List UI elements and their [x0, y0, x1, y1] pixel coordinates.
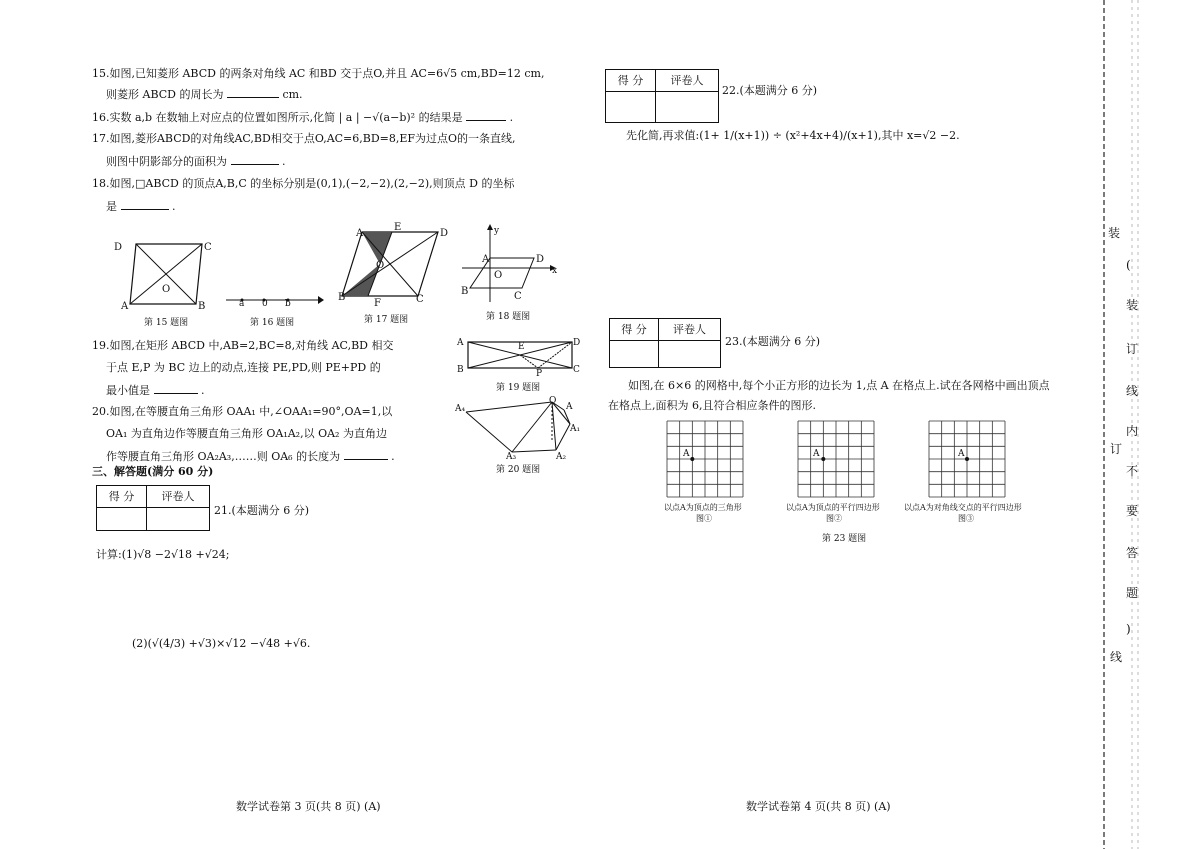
q20-line3: 作等腰直角三角形 OA₂A₃,……则 OA₆ 的长度为 . — [106, 450, 395, 463]
binding-char: 内 — [1126, 424, 1139, 438]
q20-line1: 20.如图,在等腰直角三角形 OAA₁ 中,∠OAA₁=90°,OA=1,以 — [92, 405, 393, 418]
q22-expression: (1+ 1/(x+1)) ÷ (x²+4x+4)/(x+1) — [699, 129, 878, 142]
fig19-label-d: D — [573, 338, 581, 348]
binding-char: 答 — [1126, 546, 1139, 560]
binding-margin — [1098, 0, 1200, 849]
binding-char: 题 — [1126, 586, 1139, 600]
fig16-label-zero: 0 — [262, 299, 268, 309]
q23-title: 23.(本题满分 6 分) — [725, 335, 821, 348]
binding-dashed-lines — [1098, 0, 1200, 849]
fig20-label-a: A — [566, 402, 573, 412]
score-table-q22 — [605, 69, 719, 123]
score-header: 得 分 — [97, 486, 147, 508]
q15-line1: 15.如图,已知菱形 ABCD 的两条对角线 AC 和BD 交于点O,并且 AC=6√5 cm,BD=12 cm, — [92, 67, 545, 80]
q20-line2: OA₁ 为直角边作等腰直角三角形 OA₁A₂,以 OA₂ 为直角边 — [106, 427, 387, 440]
answer-blank[interactable] — [344, 448, 388, 460]
fig19-caption: 第 19 题图 — [496, 383, 541, 393]
binding-char: 装 — [1108, 226, 1121, 240]
q23-grid-2[interactable] — [797, 420, 875, 498]
q23-line2: 在格点上,面积为 6,且符合相应条件的图形. — [608, 399, 816, 412]
fig19-label-e: E — [518, 342, 525, 352]
q15-line2: 则菱形 ABCD 的周长为 cm. — [106, 88, 303, 101]
q19-line3: 最小值是 . — [106, 384, 205, 397]
q17-line2: 则图中阴影部分的面积为 . — [106, 155, 286, 168]
fig17-label-b: B — [338, 292, 346, 303]
grid3-caption: 以点A为对角线交点的平行四边形 — [904, 503, 1022, 512]
fig17-label-f: F — [374, 298, 381, 309]
score-table-q23 — [609, 318, 721, 368]
binding-char: 订 — [1126, 342, 1139, 356]
fig19-label-c: C — [573, 365, 580, 375]
fig20-label-a4: A₄ — [455, 404, 466, 414]
fig17-caption: 第 17 题图 — [364, 315, 409, 325]
fig18-label-c: C — [514, 291, 522, 302]
fig15-label-c: C — [204, 242, 212, 253]
answer-blank[interactable] — [231, 153, 279, 165]
grid2-label: 图② — [826, 514, 842, 523]
fig18-caption: 第 18 题图 — [486, 312, 531, 322]
fig15-label-d: D — [114, 242, 123, 253]
fig15-label-b: B — [198, 301, 206, 312]
footer-right: 数学试卷第 4 页(共 8 页) (A) — [746, 800, 891, 813]
score-cell[interactable] — [97, 508, 147, 531]
grid2-point-a: A — [813, 449, 820, 459]
fig18-label-a: A — [482, 254, 490, 265]
fig17-label-e: E — [394, 222, 402, 233]
q23-grid-1[interactable] — [666, 420, 744, 498]
fig15-label-a: A — [121, 301, 129, 312]
q21-part2: (2)(√(4/3) +√3)×√12 −√48 +√6. — [132, 637, 311, 650]
q23-line1: 如图,在 6×6 的网格中,每个小正方形的边长为 1,点 A 在格点上.试在各网格中画出顶点 — [628, 379, 1050, 392]
binding-char: 要 — [1126, 504, 1139, 518]
grader-cell[interactable] — [659, 341, 721, 368]
q19-line2: 于点 E,P 为 BC 边上的动点,连接 PE,PD,则 PE+PD 的 — [106, 361, 381, 374]
q21-title: 21.(本题满分 6 分) — [214, 504, 310, 517]
q19-line1: 19.如图,在矩形 ABCD 中,AB=2,BC=8,对角线 AC,BD 相交 — [92, 339, 394, 352]
fig18-label-b: B — [461, 286, 469, 297]
fig20-label-a2: A₂ — [556, 452, 567, 462]
score-header: 得 分 — [610, 319, 659, 341]
footer-left: 数学试卷第 3 页(共 8 页) (A) — [236, 800, 381, 813]
binding-char: 线 — [1126, 384, 1139, 398]
fig16-caption: 第 16 题图 — [250, 318, 295, 328]
fig18-label-d: D — [536, 254, 545, 265]
grader-header: 评卷人 — [146, 486, 209, 508]
q23-caption: 第 23 题图 — [822, 534, 867, 544]
score-cell[interactable] — [610, 341, 659, 368]
grid2-caption: 以点A为顶点的平行四边形 — [786, 503, 880, 512]
grid1-caption: 以点A为顶点的三角形 — [664, 503, 742, 512]
fig18-label-x: x — [552, 266, 558, 276]
fig17-label-o: O — [376, 260, 385, 271]
fig16-label-a: a — [239, 299, 245, 309]
answer-blank[interactable] — [227, 86, 279, 98]
grader-cell[interactable] — [655, 92, 718, 123]
q17-line1: 17.如图,菱形ABCD的对角线AC,BD相交于点O,AC=6,BD=8,EF为过点O的一条直线, — [92, 132, 516, 145]
fig20-label-a3: A₃ — [506, 452, 517, 462]
grid1-point-a: A — [683, 449, 690, 459]
fig15-label-o: O — [162, 284, 171, 295]
q22-problem: 先化简,再求值:(1+ 1/(x+1)) ÷ (x²+4x+4)/(x+1),其中 x=√2 −2. — [626, 129, 960, 142]
q16: 16.实数 a,b 在数轴上对应点的位置如图所示,化简 | a | −√(a−b)² 的结果是 . — [92, 111, 514, 124]
q18-line2: 是 . — [106, 200, 176, 213]
fig19-label-a: A — [457, 338, 464, 348]
fig18-label-o: O — [494, 270, 503, 281]
binding-char: 线 — [1110, 650, 1123, 664]
fig15-caption: 第 15 题图 — [144, 318, 189, 328]
grid3-label: 图③ — [958, 514, 974, 523]
binding-char: ( — [1126, 258, 1131, 272]
fig17-label-d: D — [440, 228, 449, 239]
fig20-label-a1: A₁ — [570, 424, 581, 434]
score-table-q21 — [96, 485, 210, 531]
binding-char: 订 — [1110, 442, 1123, 456]
fig19-label-p: P — [536, 369, 543, 379]
q21-part1: 计算:(1)√8 −2√18 +√24; — [96, 548, 230, 561]
grader-header: 评卷人 — [655, 70, 718, 92]
answer-blank[interactable] — [466, 109, 506, 121]
grader-header: 评卷人 — [659, 319, 721, 341]
q23-grid-3[interactable] — [928, 420, 1006, 498]
grid3-point-a: A — [958, 449, 965, 459]
score-header: 得 分 — [606, 70, 656, 92]
q22-title: 22.(本题满分 6 分) — [722, 84, 818, 97]
fig20-label-o: O — [549, 396, 557, 406]
fig17-label-c: C — [416, 294, 424, 305]
fig19-label-b: B — [457, 365, 464, 375]
grader-cell[interactable] — [146, 508, 209, 531]
fig17-label-a: A — [356, 228, 364, 239]
answer-blank[interactable] — [121, 198, 169, 210]
q18-line1: 18.如图,□ABCD 的顶点A,B,C 的坐标分别是(0,1),(−2,−2),(2,−2),则顶点 D 的坐标 — [92, 177, 515, 190]
fig18-label-y: y — [494, 226, 500, 236]
score-cell[interactable] — [606, 92, 656, 123]
grid1-label: 图① — [696, 514, 712, 523]
section3-heading: 三、解答题(满分 60 分) — [92, 465, 214, 478]
binding-char: 装 — [1126, 298, 1139, 312]
binding-char: ) — [1126, 622, 1131, 636]
binding-char: 不 — [1126, 464, 1139, 478]
answer-blank[interactable] — [154, 382, 198, 394]
fig20-caption: 第 20 题图 — [496, 465, 541, 475]
fig16-label-b: b — [285, 299, 291, 309]
